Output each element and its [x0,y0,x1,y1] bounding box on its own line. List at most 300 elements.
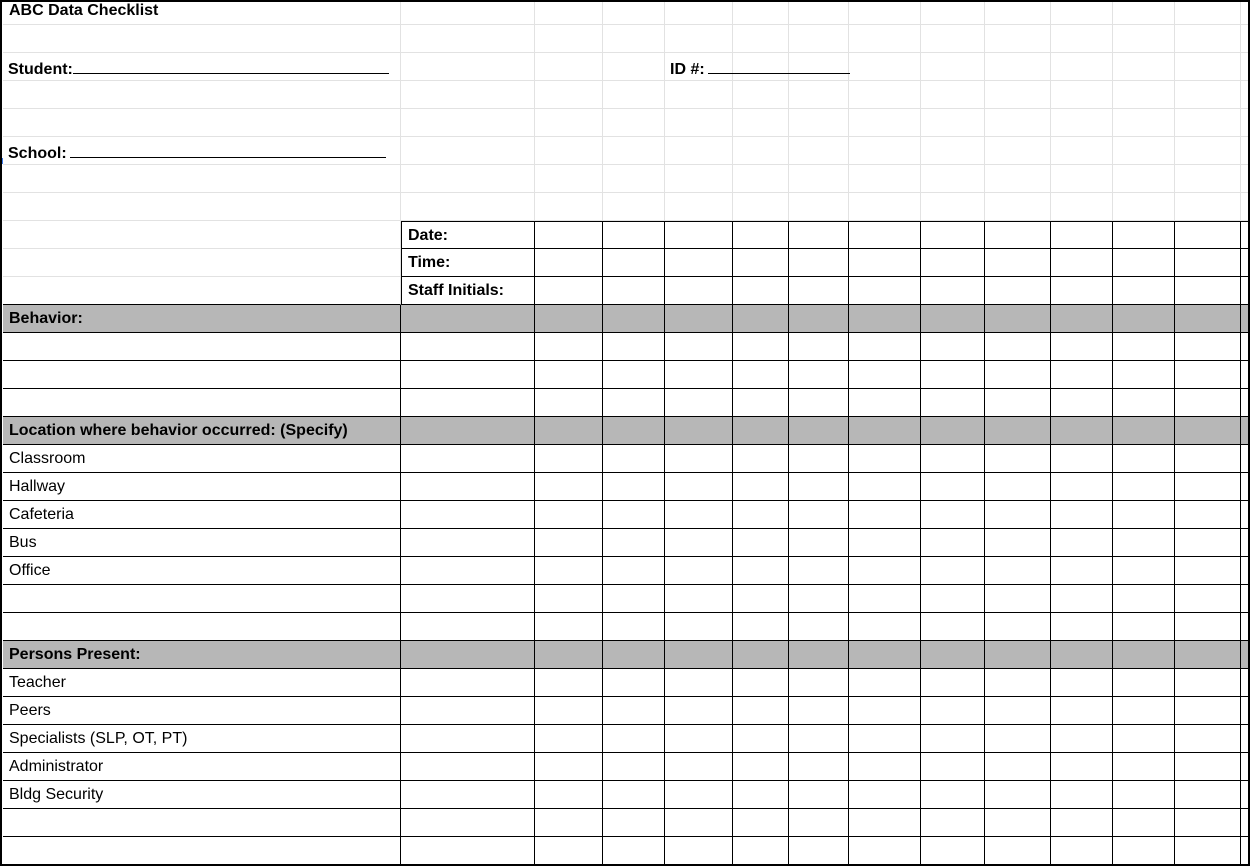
sheet-cell[interactable] [1051,249,1113,277]
sheet-cell[interactable] [3,529,401,557]
id-underline[interactable] [708,59,850,74]
sheet-cell[interactable] [733,641,789,669]
sheet-cell[interactable] [849,165,921,193]
sheet-cell[interactable] [921,781,985,809]
sheet-cell[interactable] [789,193,849,221]
sheet-cell[interactable] [1175,725,1241,753]
sheet-cell[interactable] [789,557,849,585]
sheet-cell[interactable] [1113,473,1175,501]
sheet-cell[interactable] [603,389,665,417]
sheet-cell[interactable] [1051,641,1113,669]
sheet-cell[interactable] [921,837,985,865]
sheet-cell[interactable] [3,81,401,109]
sheet-cell[interactable] [985,333,1051,361]
sheet-cell[interactable] [789,25,849,53]
sheet-cell[interactable] [535,725,603,753]
sheet-cell[interactable] [1113,25,1175,53]
sheet-cell[interactable] [3,809,401,837]
sheet-cell[interactable] [401,81,535,109]
sheet-cell[interactable] [1113,109,1175,137]
sheet-cell[interactable] [1051,725,1113,753]
sheet-cell[interactable] [1051,193,1113,221]
sheet-cell[interactable] [401,0,535,25]
sheet-cell[interactable] [535,249,603,277]
sheet-cell[interactable] [1175,809,1241,837]
sheet-cell[interactable] [1241,753,1250,781]
sheet-cell[interactable] [1241,81,1250,109]
sheet-cell[interactable] [535,165,603,193]
sheet-cell[interactable] [603,0,665,25]
sheet-cell[interactable] [1051,305,1113,333]
sheet-cell[interactable] [665,25,733,53]
sheet-cell[interactable] [1241,445,1250,473]
sheet-cell[interactable] [1051,445,1113,473]
sheet-cell[interactable] [985,613,1051,641]
sheet-cell[interactable] [401,501,535,529]
sheet-cell[interactable] [603,417,665,445]
sheet-cell[interactable] [1241,501,1250,529]
sheet-cell[interactable] [3,725,401,753]
sheet-cell[interactable] [1175,417,1241,445]
sheet-cell[interactable] [3,389,401,417]
sheet-cell[interactable] [603,669,665,697]
sheet-cell[interactable] [733,389,789,417]
sheet-cell[interactable] [665,333,733,361]
sheet-cell[interactable] [603,249,665,277]
sheet-cell[interactable] [665,221,733,249]
sheet-cell[interactable] [1051,557,1113,585]
sheet-cell[interactable] [985,109,1051,137]
sheet-cell[interactable] [789,221,849,249]
sheet-cell[interactable] [401,193,535,221]
sheet-cell[interactable] [1241,613,1250,641]
sheet-cell[interactable] [1241,165,1250,193]
sheet-cell[interactable] [535,445,603,473]
sheet-cell[interactable] [1241,389,1250,417]
sheet-cell[interactable] [665,389,733,417]
sheet-cell[interactable] [1051,585,1113,613]
sheet-cell[interactable] [603,221,665,249]
sheet-cell[interactable] [1051,109,1113,137]
sheet-cell[interactable] [1051,53,1113,81]
sheet-cell[interactable] [849,81,921,109]
sheet-cell[interactable] [849,389,921,417]
sheet-cell[interactable] [921,697,985,725]
sheet-cell[interactable] [665,725,733,753]
sheet-cell[interactable] [401,221,535,249]
sheet-cell[interactable] [921,0,985,25]
sheet-cell[interactable] [921,501,985,529]
sheet-cell[interactable] [1113,53,1175,81]
sheet-cell[interactable] [789,165,849,193]
sheet-cell[interactable] [1051,25,1113,53]
sheet-cell[interactable] [733,361,789,389]
sheet-cell[interactable] [849,193,921,221]
sheet-cell[interactable] [1051,613,1113,641]
sheet-cell[interactable] [1113,501,1175,529]
school-underline[interactable] [70,143,386,158]
sheet-cell[interactable] [1113,389,1175,417]
sheet-cell[interactable] [665,809,733,837]
sheet-cell[interactable] [1241,725,1250,753]
sheet-cell[interactable] [921,669,985,697]
sheet-cell[interactable] [789,305,849,333]
sheet-cell[interactable] [1113,613,1175,641]
sheet-cell[interactable] [535,277,603,305]
sheet-cell[interactable] [401,725,535,753]
sheet-cell[interactable] [535,333,603,361]
sheet-cell[interactable] [849,249,921,277]
sheet-cell[interactable] [665,361,733,389]
sheet-cell[interactable] [535,585,603,613]
sheet-cell[interactable] [603,781,665,809]
sheet-cell[interactable] [733,809,789,837]
sheet-cell[interactable] [849,109,921,137]
sheet-cell[interactable] [1241,809,1250,837]
sheet-cell[interactable] [603,193,665,221]
sheet-cell[interactable] [789,473,849,501]
sheet-cell[interactable] [921,725,985,753]
sheet-cell[interactable] [985,305,1051,333]
sheet-cell[interactable] [401,753,535,781]
sheet-cell[interactable] [401,361,535,389]
sheet-cell[interactable] [733,109,789,137]
sheet-cell[interactable] [401,25,535,53]
sheet-cell[interactable] [1175,277,1241,305]
sheet-cell[interactable] [401,473,535,501]
sheet-cell[interactable] [985,781,1051,809]
sheet-cell[interactable] [1113,557,1175,585]
sheet-cell[interactable] [1175,25,1241,53]
sheet-cell[interactable] [985,585,1051,613]
sheet-cell[interactable] [1051,221,1113,249]
sheet-cell[interactable] [603,277,665,305]
sheet-cell[interactable] [3,781,401,809]
sheet-cell[interactable] [1175,473,1241,501]
sheet-cell[interactable] [789,81,849,109]
sheet-cell[interactable] [921,417,985,445]
sheet-cell[interactable] [789,361,849,389]
sheet-cell[interactable] [1241,641,1250,669]
sheet-cell[interactable] [789,529,849,557]
sheet-cell[interactable] [1175,165,1241,193]
sheet-cell[interactable] [921,641,985,669]
sheet-cell[interactable] [789,417,849,445]
sheet-cell[interactable] [3,193,401,221]
sheet-cell[interactable] [733,249,789,277]
sheet-cell[interactable] [535,473,603,501]
sheet-cell[interactable] [849,837,921,865]
sheet-cell[interactable] [733,333,789,361]
sheet-cell[interactable] [1113,221,1175,249]
sheet-cell[interactable] [733,221,789,249]
sheet-cell[interactable] [985,641,1051,669]
sheet-cell[interactable] [535,753,603,781]
sheet-cell[interactable] [1113,781,1175,809]
sheet-cell[interactable] [603,81,665,109]
sheet-cell[interactable] [3,305,401,333]
sheet-cell[interactable] [1175,361,1241,389]
sheet-cell[interactable] [1113,361,1175,389]
sheet-cell[interactable] [665,501,733,529]
sheet-cell[interactable] [401,809,535,837]
sheet-cell[interactable] [733,725,789,753]
sheet-cell[interactable] [1175,501,1241,529]
sheet-cell[interactable] [733,585,789,613]
sheet-cell[interactable] [401,305,535,333]
sheet-cell[interactable] [921,25,985,53]
sheet-cell[interactable] [921,165,985,193]
sheet-cell[interactable] [3,613,401,641]
sheet-cell[interactable] [1113,809,1175,837]
sheet-cell[interactable] [603,501,665,529]
sheet-cell[interactable] [849,137,921,165]
sheet-cell[interactable] [733,837,789,865]
sheet-cell[interactable] [733,137,789,165]
sheet-cell[interactable] [985,669,1051,697]
sheet-cell[interactable] [1241,0,1250,25]
sheet-cell[interactable] [733,25,789,53]
sheet-cell[interactable] [985,529,1051,557]
sheet-cell[interactable] [535,361,603,389]
sheet-cell[interactable] [1241,585,1250,613]
sheet-cell[interactable] [3,557,401,585]
sheet-cell[interactable] [1051,473,1113,501]
sheet-cell[interactable] [665,445,733,473]
sheet-cell[interactable] [535,25,603,53]
sheet-cell[interactable] [603,613,665,641]
sheet-cell[interactable] [1241,557,1250,585]
sheet-cell[interactable] [535,417,603,445]
sheet-cell[interactable] [985,137,1051,165]
sheet-cell[interactable] [603,445,665,473]
sheet-cell[interactable] [849,585,921,613]
sheet-cell[interactable] [1175,753,1241,781]
sheet-cell[interactable] [985,25,1051,53]
sheet-cell[interactable] [535,697,603,725]
sheet-cell[interactable] [1175,641,1241,669]
sheet-cell[interactable] [1241,109,1250,137]
sheet-cell[interactable] [789,109,849,137]
sheet-cell[interactable] [1175,333,1241,361]
sheet-cell[interactable] [1241,193,1250,221]
sheet-cell[interactable] [849,53,921,81]
sheet-cell[interactable] [1175,445,1241,473]
sheet-cell[interactable] [1113,193,1175,221]
sheet-cell[interactable] [733,165,789,193]
sheet-cell[interactable] [1241,333,1250,361]
sheet-cell[interactable] [985,81,1051,109]
sheet-cell[interactable] [1241,249,1250,277]
sheet-cell[interactable] [921,529,985,557]
sheet-cell[interactable] [1051,697,1113,725]
sheet-cell[interactable] [921,809,985,837]
sheet-cell[interactable] [401,445,535,473]
sheet-cell[interactable] [401,417,535,445]
sheet-cell[interactable] [921,333,985,361]
sheet-cell[interactable] [3,473,401,501]
sheet-cell[interactable] [401,277,535,305]
sheet-cell[interactable] [1113,165,1175,193]
sheet-cell[interactable] [401,641,535,669]
sheet-cell[interactable] [1175,613,1241,641]
sheet-cell[interactable] [1241,473,1250,501]
sheet-cell[interactable] [849,641,921,669]
sheet-cell[interactable] [1113,445,1175,473]
sheet-cell[interactable] [1113,529,1175,557]
sheet-cell[interactable] [1241,221,1250,249]
sheet-cell[interactable] [1241,669,1250,697]
sheet-cell[interactable] [1113,725,1175,753]
sheet-cell[interactable] [3,333,401,361]
sheet-cell[interactable] [665,529,733,557]
sheet-cell[interactable] [985,53,1051,81]
sheet-cell[interactable] [849,753,921,781]
sheet-cell[interactable] [603,641,665,669]
sheet-cell[interactable] [603,809,665,837]
sheet-cell[interactable] [535,809,603,837]
sheet-cell[interactable] [733,557,789,585]
sheet-cell[interactable] [665,277,733,305]
sheet-cell[interactable] [789,277,849,305]
sheet-cell[interactable] [789,389,849,417]
sheet-cell[interactable] [1241,697,1250,725]
sheet-cell[interactable] [1241,53,1250,81]
sheet-cell[interactable] [665,781,733,809]
sheet-cell[interactable] [921,585,985,613]
sheet-cell[interactable] [401,585,535,613]
sheet-cell[interactable] [849,809,921,837]
sheet-cell[interactable] [733,277,789,305]
sheet-cell[interactable] [1175,837,1241,865]
sheet-cell[interactable] [3,753,401,781]
sheet-cell[interactable] [1051,165,1113,193]
sheet-cell[interactable] [1175,585,1241,613]
sheet-cell[interactable] [665,613,733,641]
sheet-cell[interactable] [1051,417,1113,445]
sheet-cell[interactable] [3,669,401,697]
sheet-cell[interactable] [733,417,789,445]
sheet-cell[interactable] [401,165,535,193]
sheet-cell[interactable] [985,417,1051,445]
sheet-cell[interactable] [603,753,665,781]
sheet-cell[interactable] [1241,837,1250,865]
sheet-cell[interactable] [789,669,849,697]
sheet-cell[interactable] [849,445,921,473]
sheet-cell[interactable] [603,137,665,165]
sheet-cell[interactable] [985,389,1051,417]
sheet-cell[interactable] [535,109,603,137]
sheet-cell[interactable] [3,501,401,529]
sheet-cell[interactable] [789,753,849,781]
sheet-cell[interactable] [1051,781,1113,809]
sheet-cell[interactable] [603,697,665,725]
sheet-cell[interactable] [535,137,603,165]
sheet-cell[interactable] [789,333,849,361]
sheet-cell[interactable] [789,445,849,473]
sheet-cell[interactable] [603,305,665,333]
sheet-cell[interactable] [1175,109,1241,137]
sheet-cell[interactable] [535,641,603,669]
sheet-cell[interactable] [849,361,921,389]
sheet-cell[interactable] [921,277,985,305]
sheet-cell[interactable] [665,837,733,865]
sheet-cell[interactable] [849,557,921,585]
sheet-cell[interactable] [665,417,733,445]
sheet-cell[interactable] [1175,389,1241,417]
sheet-cell[interactable] [789,697,849,725]
sheet-cell[interactable] [1113,669,1175,697]
sheet-cell[interactable] [789,641,849,669]
sheet-cell[interactable] [849,333,921,361]
sheet-cell[interactable] [1113,641,1175,669]
sheet-cell[interactable] [985,193,1051,221]
sheet-cell[interactable] [921,753,985,781]
sheet-cell[interactable] [1051,669,1113,697]
sheet-cell[interactable] [665,193,733,221]
sheet-cell[interactable] [733,669,789,697]
sheet-cell[interactable] [3,445,401,473]
sheet-cell[interactable] [1051,529,1113,557]
sheet-cell[interactable] [535,557,603,585]
sheet-cell[interactable] [1175,781,1241,809]
sheet-cell[interactable] [665,165,733,193]
sheet-cell[interactable] [1113,585,1175,613]
sheet-cell[interactable] [1175,53,1241,81]
student-underline[interactable] [73,59,389,74]
sheet-cell[interactable] [849,221,921,249]
sheet-cell[interactable] [3,249,401,277]
sheet-cell[interactable] [665,81,733,109]
sheet-cell[interactable] [401,389,535,417]
sheet-cell[interactable] [789,137,849,165]
sheet-cell[interactable] [401,137,535,165]
sheet-cell[interactable] [3,25,401,53]
sheet-cell[interactable] [921,445,985,473]
sheet-cell[interactable] [789,249,849,277]
sheet-cell[interactable] [3,641,401,669]
sheet-cell[interactable] [985,753,1051,781]
sheet-cell[interactable] [849,669,921,697]
sheet-cell[interactable] [3,0,401,25]
sheet-cell[interactable] [921,305,985,333]
sheet-cell[interactable] [401,781,535,809]
sheet-cell[interactable] [535,221,603,249]
sheet-cell[interactable] [733,305,789,333]
sheet-cell[interactable] [985,165,1051,193]
sheet-cell[interactable] [733,501,789,529]
sheet-cell[interactable] [3,417,401,445]
sheet-cell[interactable] [733,529,789,557]
sheet-cell[interactable] [1051,501,1113,529]
sheet-cell[interactable] [1175,249,1241,277]
sheet-cell[interactable] [1113,277,1175,305]
sheet-cell[interactable] [1113,249,1175,277]
sheet-cell[interactable] [1113,305,1175,333]
sheet-cell[interactable] [401,249,535,277]
sheet-cell[interactable] [401,557,535,585]
sheet-cell[interactable] [1051,333,1113,361]
sheet-cell[interactable] [1113,137,1175,165]
sheet-cell[interactable] [733,781,789,809]
sheet-cell[interactable] [535,81,603,109]
sheet-cell[interactable] [535,613,603,641]
sheet-cell[interactable] [603,53,665,81]
sheet-cell[interactable] [921,53,985,81]
sheet-cell[interactable] [603,109,665,137]
sheet-cell[interactable] [1051,277,1113,305]
sheet-cell[interactable] [921,193,985,221]
